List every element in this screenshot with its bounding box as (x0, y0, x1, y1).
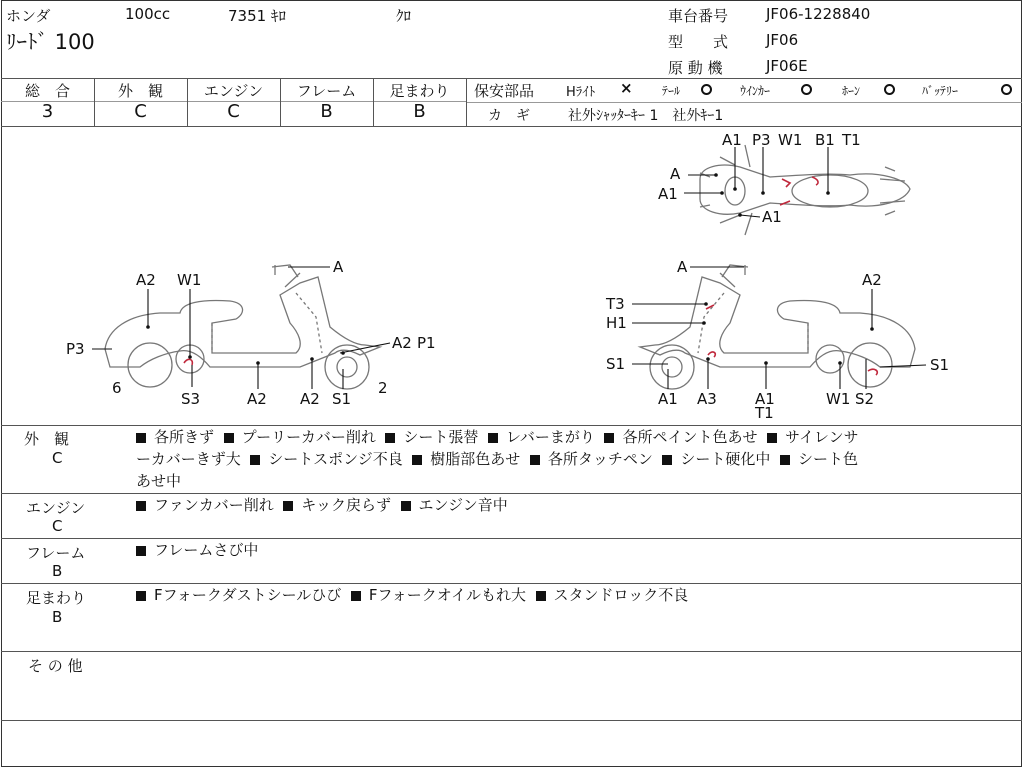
label-top-p3: P3 (752, 131, 771, 149)
section-frame-title: フレーム (26, 544, 86, 562)
battery-ok-icon (1001, 84, 1012, 95)
label-right-w1: W1 (826, 390, 851, 408)
section-exterior-line3: あせ中 (136, 472, 182, 490)
label-left-a2: A2 (136, 271, 156, 289)
type-label: 型 式 (668, 33, 729, 51)
label-left-s1: S1 (332, 390, 352, 408)
grade-exterior-value: C (134, 101, 147, 122)
safety-label: 保安部品 (474, 82, 535, 100)
headlight-label: Hﾗｲﾄ (566, 85, 596, 100)
label-right-a1: A1 (658, 390, 678, 408)
grade-total-label: 総 合 (24, 82, 70, 100)
grade-engine-value: C (227, 101, 240, 122)
model-name: ﾘｰﾄﾞ 100 (6, 30, 95, 54)
label-top-a1b: A1 (658, 185, 678, 203)
label-right-t3: T3 (606, 295, 625, 313)
section-suspension-title: 足まわり (26, 589, 87, 607)
tail-label: ﾃｰﾙ (662, 84, 681, 98)
grade-engine-label: エンジン (203, 82, 264, 100)
headlight-cross-icon: × (620, 79, 633, 97)
label-left-w1: W1 (177, 271, 202, 289)
section-exterior-title: 外 観 (24, 430, 70, 448)
grade-exterior-label: 外 観 (117, 82, 163, 100)
label-left-a: A (333, 258, 344, 276)
label-right-s1b: S1 (930, 356, 950, 374)
section-suspension-grade: B (52, 608, 63, 626)
grade-frame-label: フレーム (296, 82, 357, 100)
label-left-6: 6 (112, 379, 122, 397)
grade-suspension-value: B (413, 101, 426, 122)
maker: ホンダ (6, 7, 51, 25)
label-left-a2b: A2 (392, 334, 412, 352)
label-right-h1: H1 (606, 314, 627, 332)
section-engine-title: エンジン (26, 499, 86, 517)
displacement: 100cc (125, 5, 171, 23)
right-side-outline (640, 277, 915, 367)
grade-frame-value: B (320, 101, 333, 122)
battery-label: ﾊﾞｯﾃﾘｰ (922, 84, 959, 98)
label-left-a2d: A2 (300, 390, 320, 408)
label-right-t1: T1 (755, 404, 774, 422)
key-value: 社外ｼｬｯﾀｰｷｰ 1 社外ｷｰ1 (568, 108, 724, 124)
section-exterior-grade: C (52, 449, 63, 467)
left-side-outline (105, 277, 380, 367)
grade-suspension-label: 足まわり (389, 82, 450, 100)
label-top-a1c: A1 (762, 208, 782, 226)
mileage: 7351 ｷﾛ (228, 7, 286, 25)
key-label: カ ギ (488, 108, 530, 124)
damage-diagram (0, 127, 1022, 425)
grade-total-value: 3 (41, 101, 54, 122)
engine-value: JF06E (766, 57, 808, 75)
section-suspension-line: Fフォークダストシールひび Fフォークオイルもれ大 スタンドロック不良 (136, 584, 688, 606)
winker-label: ｳｲﾝｶｰ (740, 84, 771, 98)
label-right-a: A (677, 258, 688, 276)
label-right-s2: S2 (855, 390, 875, 408)
label-left-p1: P1 (417, 334, 436, 352)
section-engine-line: ファンカバー削れ キック戻らず エンジン音中 (136, 494, 508, 516)
section-engine-grade: C (52, 517, 63, 535)
label-left-p3: P3 (66, 340, 85, 358)
label-right-a3: A3 (697, 390, 717, 408)
frame-no-label: 車台番号 (668, 7, 729, 25)
engine-label: 原 動 機 (668, 59, 723, 77)
label-top-b1: B1 (815, 131, 835, 149)
section-frame-grade: B (52, 562, 63, 580)
label-top-w1: W1 (778, 131, 803, 149)
label-left-a2c: A2 (247, 390, 267, 408)
top-view-outline (700, 165, 910, 214)
label-left-s3: S3 (181, 390, 201, 408)
section-other-title: そ の 他 (28, 657, 83, 675)
label-top-a1: A1 (722, 131, 742, 149)
label-left-2: 2 (378, 379, 388, 397)
label-right-a1b: A1 (755, 390, 775, 408)
color: ｸﾛ (396, 7, 412, 25)
label-top-t1: T1 (842, 131, 861, 149)
section-exterior-line2: ーカバーきず大 シートスポンジ不良 樹脂部色あせ 各所タッチペン シート硬化中 シート色 (136, 450, 858, 468)
horn-label: ﾎｰﾝ (842, 84, 861, 98)
label-top-a: A (670, 165, 681, 183)
winker-ok-icon (801, 84, 812, 95)
section-exterior-line1: 各所きず プーリーカバー削れ シート張替 レバーまがり 各所ペイント色あせ サイレンサ (136, 426, 859, 448)
frame-no-value: JF06-1228840 (766, 5, 871, 23)
label-right-a2: A2 (862, 271, 882, 289)
type-value: JF06 (766, 31, 799, 49)
horn-ok-icon (884, 84, 895, 95)
label-right-s1: S1 (606, 355, 626, 373)
section-frame-line: フレームさび中 (136, 539, 258, 561)
tail-ok-icon (701, 84, 712, 95)
